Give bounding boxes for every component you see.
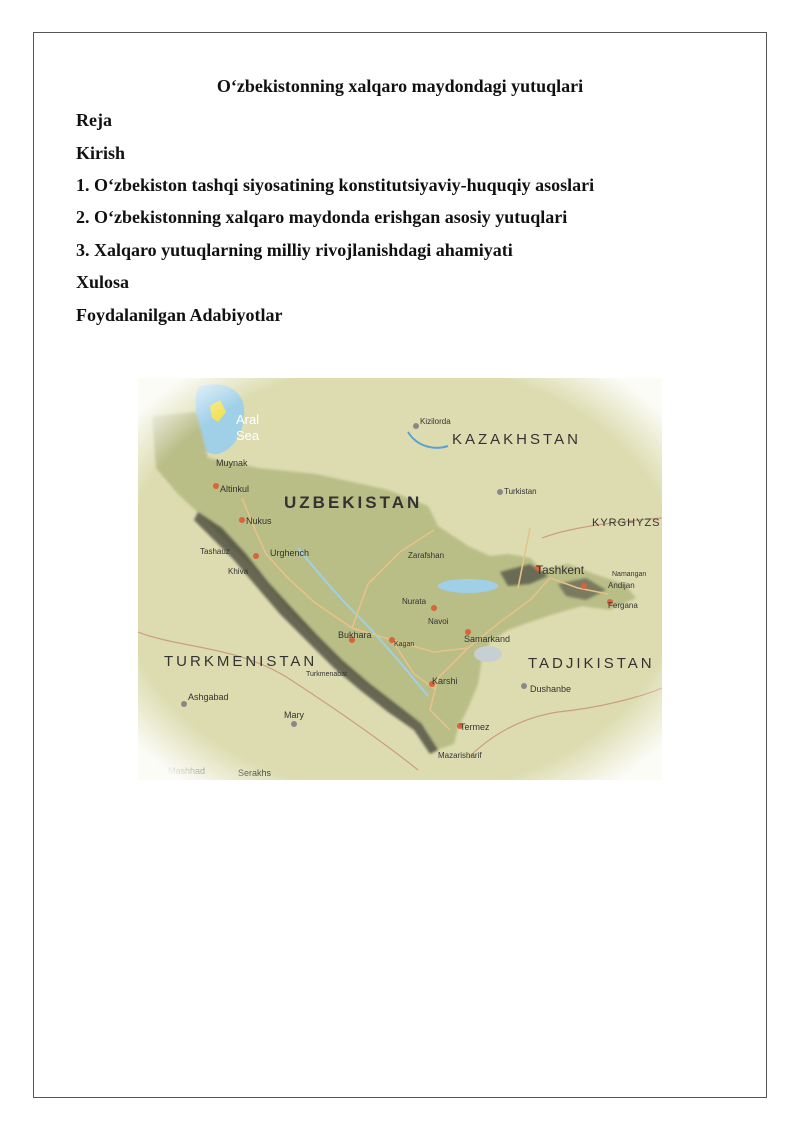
outline-item-3: 3. Xalqaro yutuqlarning milliy rivojlanishdagi ahamiyati	[76, 240, 513, 260]
map-vignette	[138, 378, 662, 780]
document-title: O‘zbekistonning xalqaro maydondagi yutuqlari	[216, 76, 584, 96]
outline-heading-reja: Reja	[76, 110, 112, 130]
uzbekistan-map	[138, 378, 662, 780]
outline-item-adabiyotlar: Foydalanilgan Adabiyotlar	[76, 305, 283, 325]
outline-item-kirish: Kirish	[76, 143, 126, 163]
outline-item-xulosa: Xulosa	[76, 272, 130, 292]
outline-item-1: 1. O‘zbekiston tashqi siyosatining konstitutsiyaviy-huquqiy asoslari	[76, 175, 595, 195]
outline-item-2: 2. O‘zbekistonning xalqaro maydonda erishgan asosiy yutuqlari	[76, 207, 568, 227]
map-image	[138, 378, 662, 780]
